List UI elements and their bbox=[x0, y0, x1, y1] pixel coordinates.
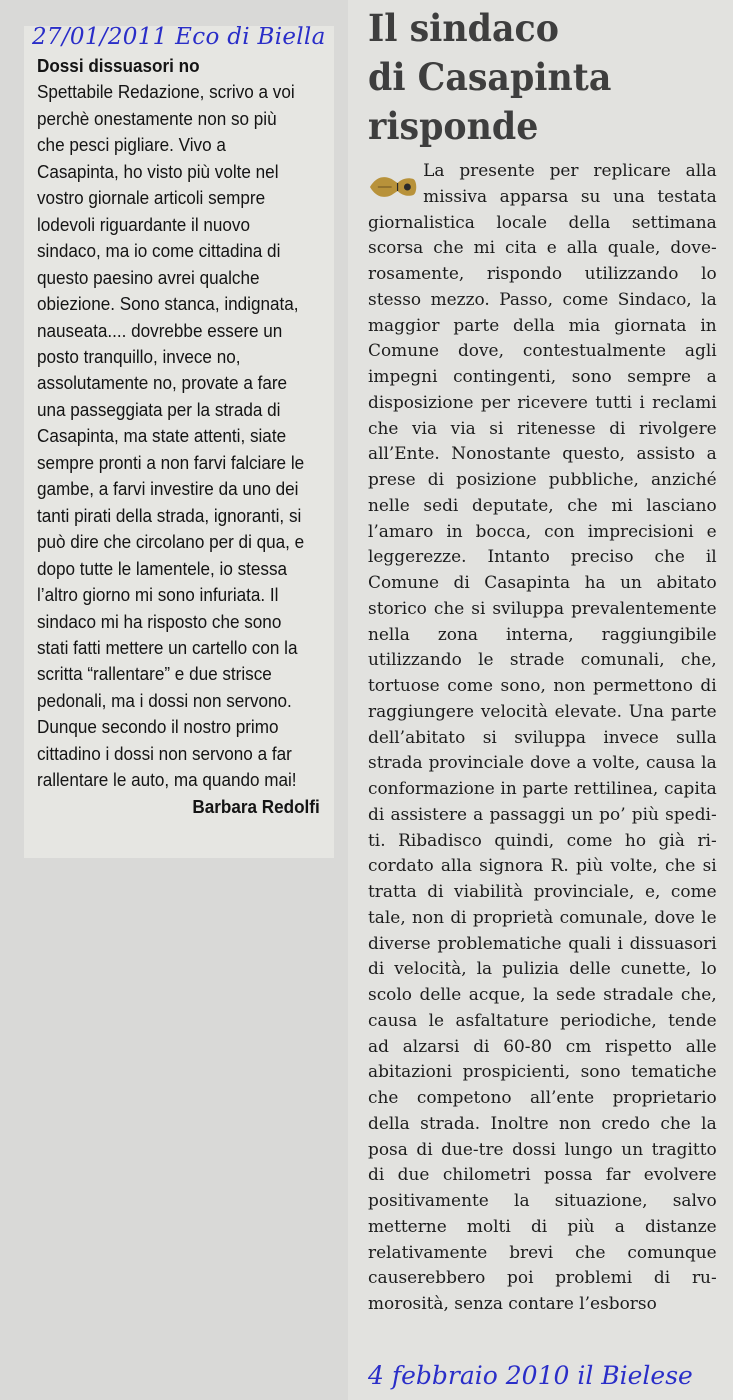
letter-signature: Barbara Redolfi bbox=[192, 795, 320, 817]
right-source-date: 4 febbraio 2010 il Bielese bbox=[368, 1361, 693, 1390]
headline-line: Il sindaco bbox=[368, 6, 559, 50]
headline-line: risponde bbox=[368, 104, 539, 148]
reply-body: La presente per replicare alla missiva apparsa su una testata giornalistica locale della settimana scorsa che mi cita e alla quale, doverosamente, rispondo utilizzando lo stesso mezzo. Passo, come Sindaco, la maggior parte della mia giornata in Comune dove, contestualmente agli impegni contingenti, sono sempre a disposizione per ricevere tutti i reclami che via via si ritenesse di rivolgere all’Ente. Nonostante questo, assisto a prese di posizione pubbliche, anziché nelle sedi deputate, che mi lasciano l’amaro in bocca, con imprecisioni e leggerezze. Intanto preciso che il Comune di Casapinta ha un abitato storico che si sviluppa prevalentemente nella zona interna, raggiungibile utilizzando le strade comunali, che, tortuose come sono, non permettono di raggiungere velocità elevate. Una parte dell’abitato si sviluppa invece sulla strada provinciale dove a volte, causa la conformazione in parte rettilinea, capita di assistere a passaggi un po’ più spediti. Ribadisco quindi, come ho già ricordato alla signora R. più volte, che si tratta di viabilità provinciale, e, come tale, non di proprietà comunale, dove le diverse problematiche quali i dissuasori di velocità, la pulizia delle cunette, lo scolo delle acque, la sede stradale che, causa le asfaltature periodiche, tende ad alzarsi di 60-80 cm rispetto alle abitazioni prospicienti, sono tematiche che competono all’ente proprietario della strada. Inoltre non credo che la posa di due-tre dossi lungo un tragitto di due chilometri possa far evolvere positivamente la situazione, salvo metterne molti di più a distanze relativamente brevi che comunque causerebbero poi problemi di rumorosità, senza contare l’esborso bbox=[368, 161, 717, 1314]
reply-text bbox=[368, 159, 717, 1318]
letter-title: Dossi dissuasori no bbox=[37, 55, 200, 76]
letter-body: Spettabile Redazione, scrivo a voi perchè onestamente non so più che pesci pigliare. Vivo a Casapinta, ho visto più volte nel vostro giornale articoli sempre lodevoli riguardante il nuovo sindaco, ma io come cittadina di questo paesino avrei qualche obiezione. Sono stanca, indignata, nauseata.... dovrebbe essere un posto tranquillo, invece no, assolutamente no, provate a fare una passeggiata per la strada di Casapinta, ma state attenti, siate sempre pronti a non farvi falciare le gambe, a farvi investire da uno dei tanti pirati della strada, ignoranti, si può dire che circolano per di qua, e dopo tutte le lamentele, io stessa l’altro giorno mi sono infuriata. Il sindaco mi ha risposto che sono stati fatti mettere un cartello con la scritta “rallentare” e due strisce pedonali, ma i dossi non servono. Dunque secondo il nostro primo cittadino i dossi non servono a far rallentare le auto, ma quando mai! bbox=[37, 81, 305, 791]
left-source-date: 27/01/2011 Eco di Biella bbox=[32, 24, 326, 50]
reply-headline bbox=[368, 4, 611, 151]
letter-text bbox=[37, 53, 320, 820]
pen-nib-icon bbox=[368, 165, 419, 209]
headline-line: di Casapinta bbox=[368, 55, 612, 99]
